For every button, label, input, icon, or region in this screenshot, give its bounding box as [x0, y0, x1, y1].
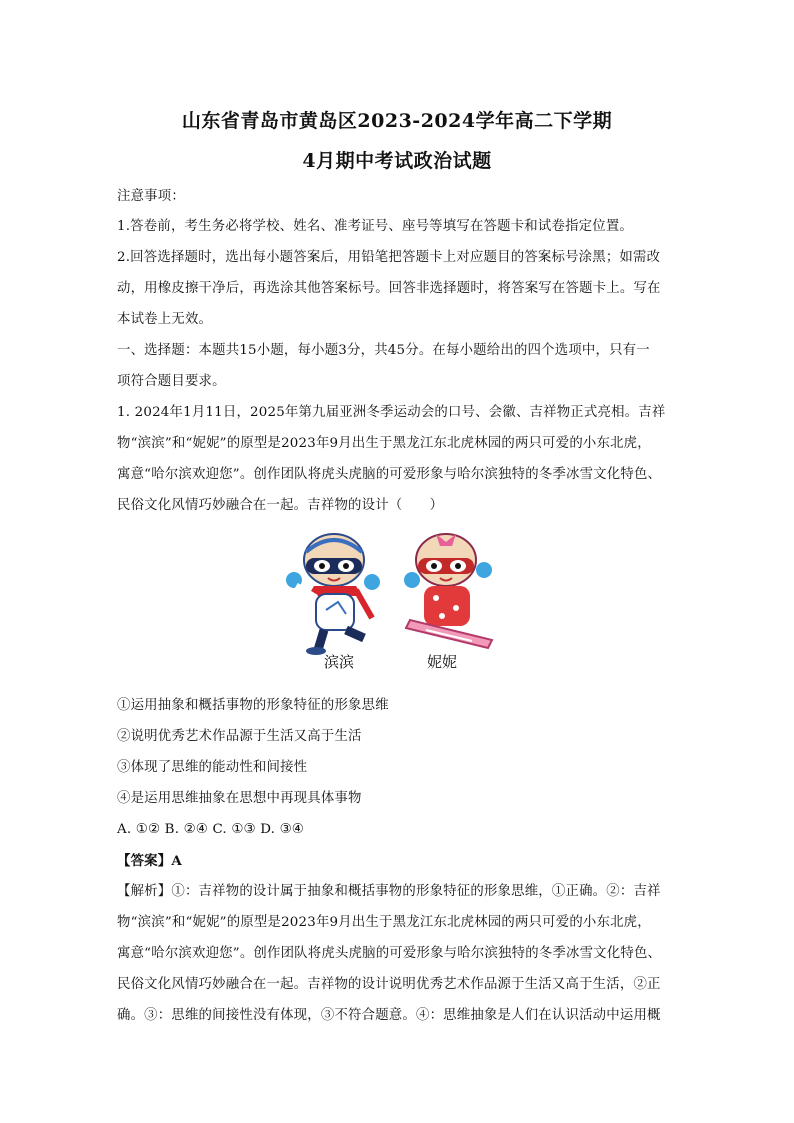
section-header-line-2: 项符合题目要求。: [117, 374, 226, 389]
analysis-line-4: 民俗文化风情巧妙融合在一起。吉祥物的设计说明优秀艺术作品源于生活又高于生活，②正: [117, 977, 661, 992]
section-header-line-1: 一、选择题：本题共15小题，每小题3分，共45分。在每小题给出的四个选项中，只有一: [117, 343, 650, 358]
question-1-stem-line-3: 寓意“哈尔滨欢迎您”。创作团队将虎头虎脑的可爱形象与哈尔滨独特的冬季冰雪文化特色、: [117, 467, 662, 482]
exam-title-line1: 山东省青岛市黄岛区2023-2024学年高二下学期: [181, 110, 613, 132]
analysis-line-3: 寓意“哈尔滨欢迎您”。创作团队将虎头虎脑的可爱形象与哈尔滨独特的冬季冰雪文化特色、: [117, 946, 662, 961]
option-2: ②说明优秀艺术作品源于生活又高于生活: [117, 729, 362, 744]
analysis-line-1: 【解析】①：吉祥物的设计属于抽象和概括事物的形象特征的形象思维，①正确。②：吉祥: [117, 884, 661, 899]
nini-mascot: [404, 534, 492, 648]
notice-item-2-line-1: 2.回答选择题时，选出每小题答案后，用铅笔把答题卡上对应题目的答案标号涂黑；如需改: [117, 250, 661, 265]
option-1: ①运用抽象和概括事物的形象特征的形象思维: [117, 698, 389, 713]
answer-label: 【答案】A: [117, 853, 182, 869]
mascot-figure: [276, 530, 506, 680]
mascot-illustration: [276, 530, 506, 655]
question-1-stem-line-2: 物“滨滨”和“妮妮”的原型是2023年9月出生于黑龙江东北虎林园的两只可爱的小东北虎，: [117, 436, 651, 451]
notice-item-1: 1.答卷前，考生务必将学校、姓名、准考证号、座号等填写在答题卡和试卷指定位置。: [117, 219, 634, 234]
analysis-line-5: 确。③：思维的间接性没有体现，③不符合题意。④：思维抽象是人们在认识活动中运用概: [117, 1008, 661, 1023]
exam-title-line2: 4月期中考试政治试题: [302, 150, 492, 172]
binbin-mascot: [286, 534, 380, 655]
mascot-caption-nini: 妮妮: [427, 653, 458, 671]
analysis-line-2: 物“滨滨”和“妮妮”的原型是2023年9月出生于黑龙江东北虎林园的两只可爱的小东北虎，: [117, 915, 651, 930]
mascot-caption-binbin: 滨滨: [324, 653, 355, 671]
notice-item-2-line-2: 动，用橡皮擦干净后，再选涂其他答案标号。回答非选择题时，将答案写在答题卡上。写在: [117, 281, 661, 296]
question-1-stem-line-4: 民俗文化风情巧妙融合在一起。吉祥物的设计（ ）: [117, 498, 444, 513]
answer-choices: A. ①② B. ②④ C. ①③ D. ③④: [117, 822, 304, 837]
question-1-stem-line-1: 1. 2024年1月11日，2025年第九届亚洲冬季运动会的口号、会徽、吉祥物正式亮相。吉祥: [117, 405, 666, 420]
notice-item-2-line-3: 本试卷上无效。: [117, 312, 213, 327]
notice-heading: 注意事项：: [117, 189, 185, 204]
option-4: ④是运用思维抽象在思想中再现具体事物: [117, 791, 362, 806]
option-3: ③体现了思维的能动性和间接性: [117, 760, 308, 775]
